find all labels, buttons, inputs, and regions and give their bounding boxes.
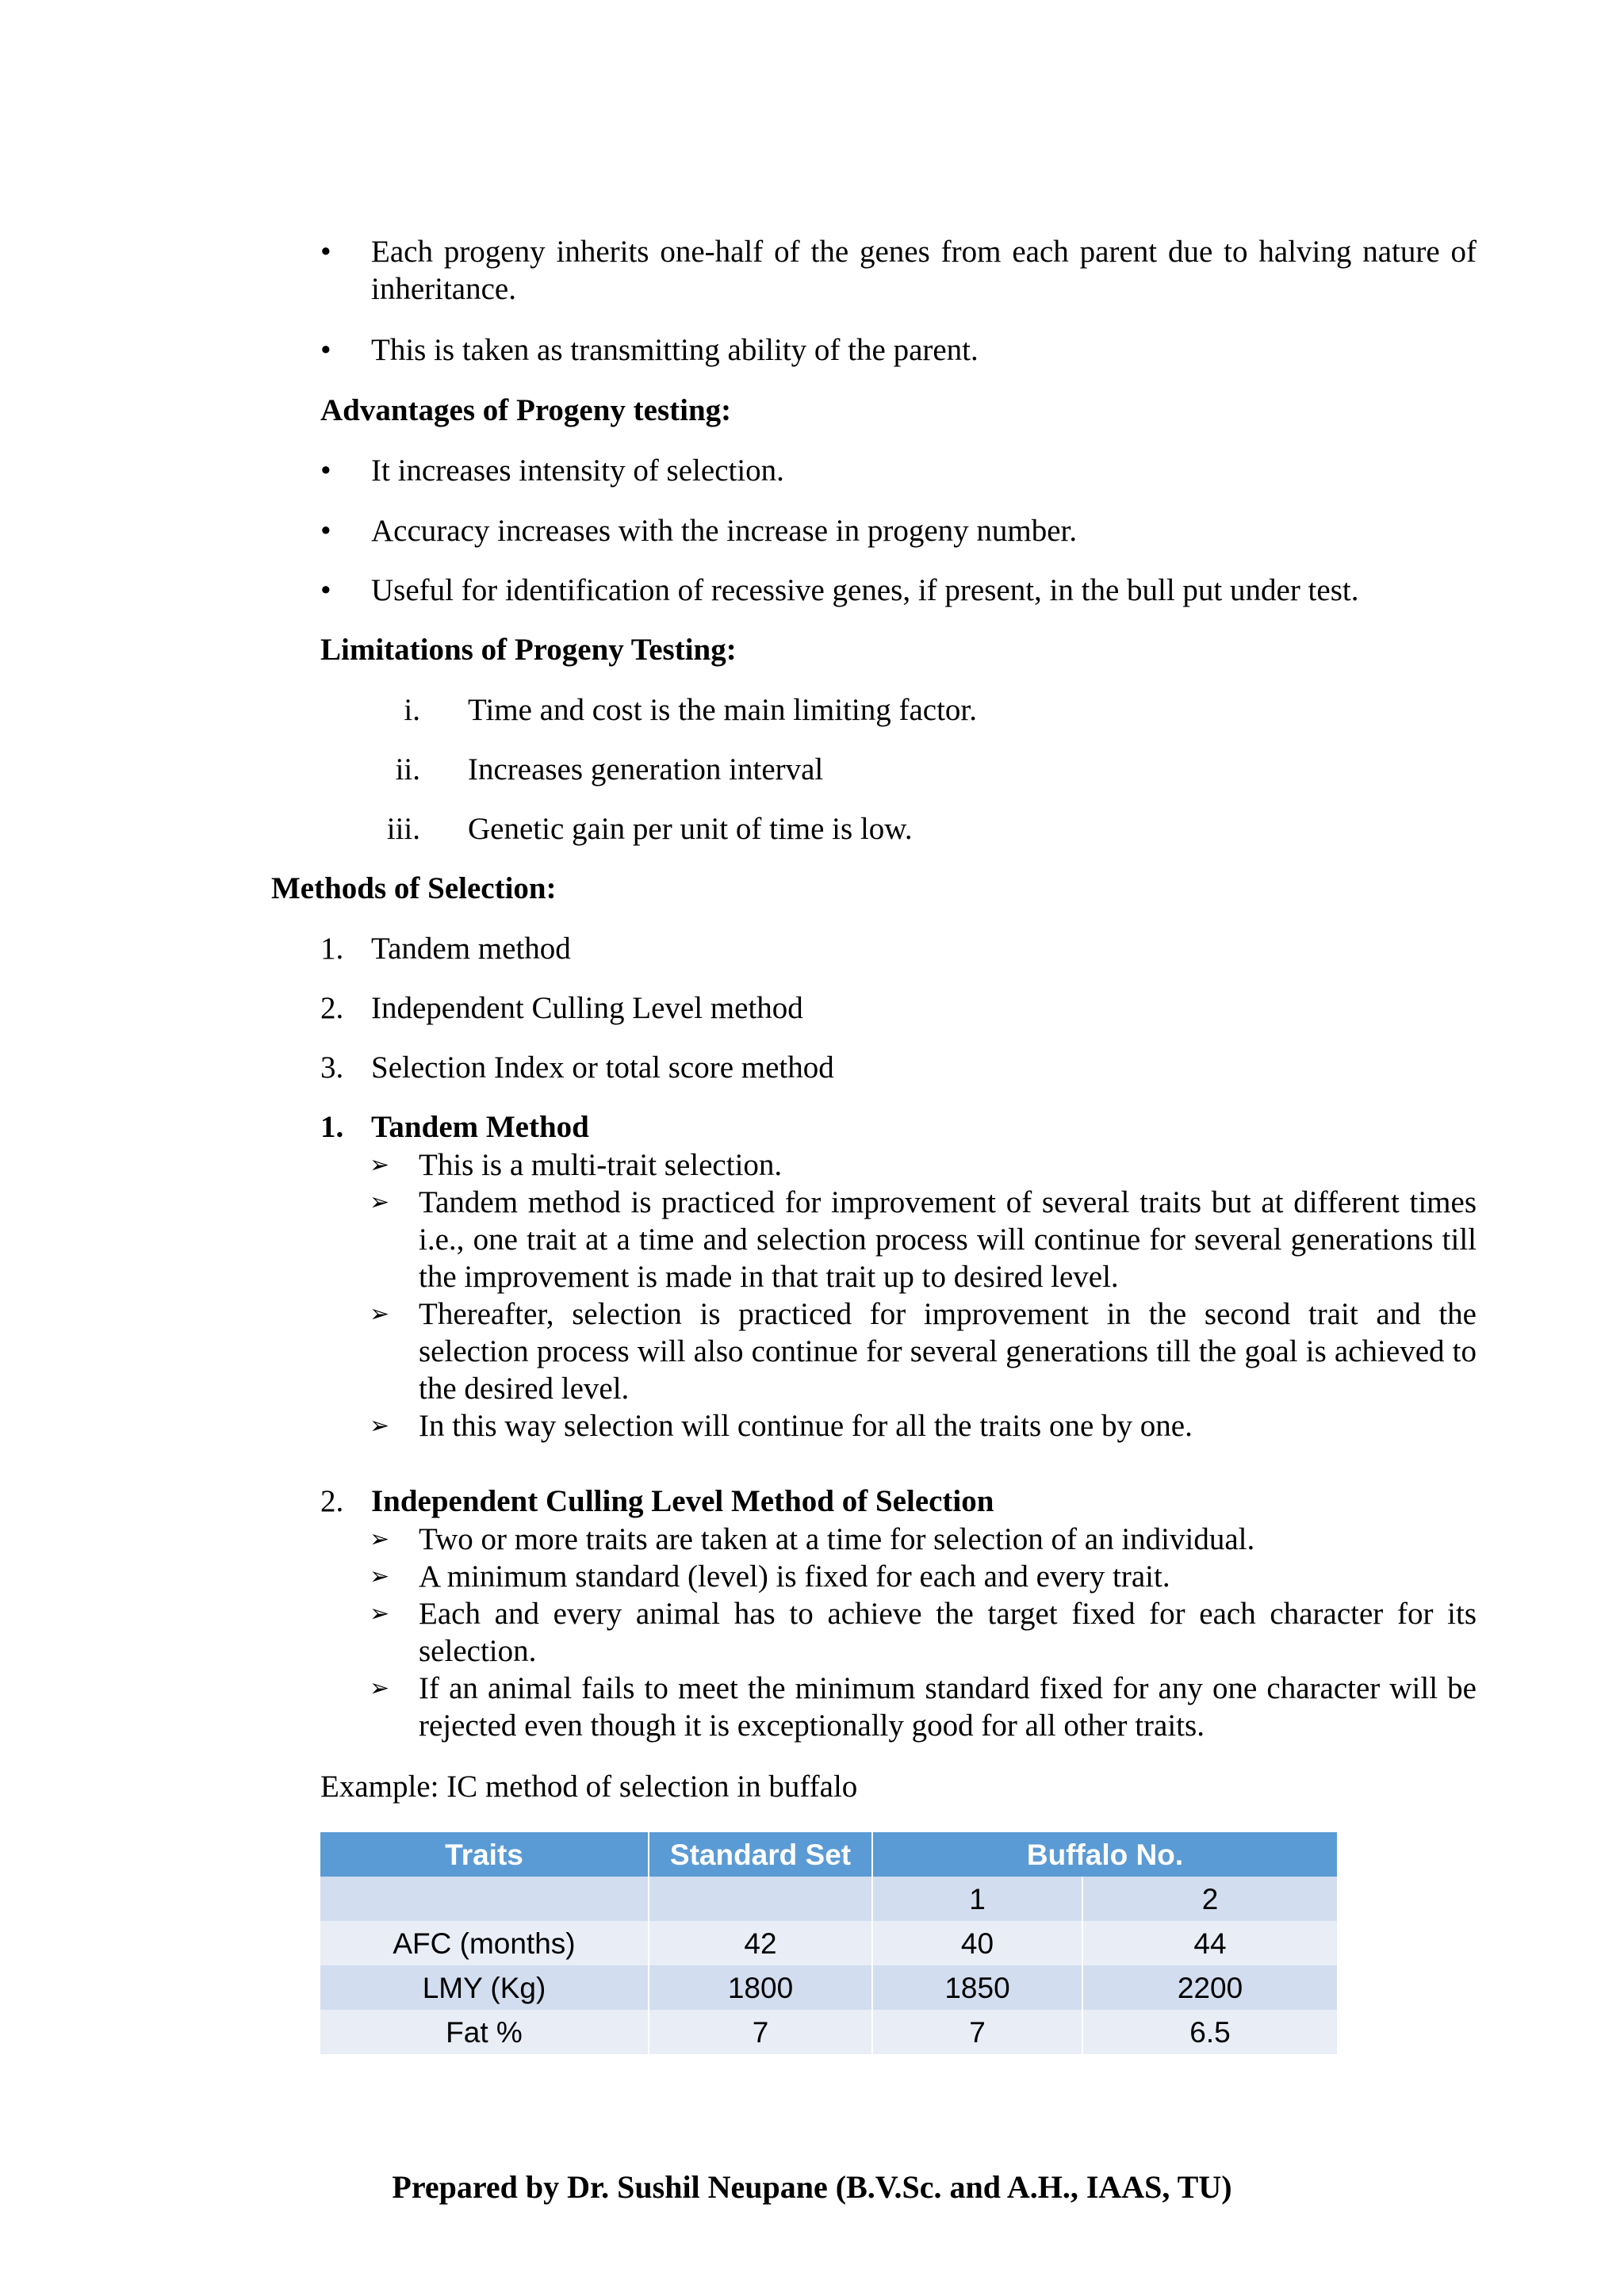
list-item xyxy=(320,572,1477,609)
table-row xyxy=(320,2010,1337,2054)
table-cell: 40 xyxy=(872,1921,1082,1965)
table-cell: LMY (Kg) xyxy=(320,1965,649,2010)
list-item xyxy=(370,1521,1477,1558)
point-text: Tandem method is practiced for improvement of several traits but at different times i.e., one trait at a time and selection process will continue for several generations till the improvement is made in that trait up to desired level. xyxy=(419,1185,1477,1294)
table-row xyxy=(320,1877,1337,1921)
list-item xyxy=(370,1595,1477,1670)
icl-heading xyxy=(320,1483,994,1520)
list-item xyxy=(320,1049,834,1086)
bullet-text: This is taken as transmitting ability of the parent. xyxy=(371,333,979,367)
arrow-bullet-icon: ➢ xyxy=(370,1151,390,1179)
table-cell: 6.5 xyxy=(1082,2010,1337,2054)
list-item xyxy=(320,810,913,848)
list-item-text: Selection Index or total score method xyxy=(371,1050,834,1085)
list-item xyxy=(320,930,571,967)
roman-numeral: i. xyxy=(404,693,420,727)
list-item xyxy=(370,1184,1477,1295)
table-cell: AFC (months) xyxy=(320,1921,649,1965)
list-item xyxy=(320,512,1477,549)
table-cell: 1 xyxy=(872,1877,1082,1921)
example-label: Example: IC method of selection in buffalo xyxy=(320,1770,858,1804)
table-row xyxy=(320,1921,1337,1965)
list-item-text: Tandem method xyxy=(371,932,571,966)
list-item xyxy=(320,452,1477,489)
list-item xyxy=(320,331,1477,369)
point-text: Thereafter, selection is practiced for improvement in the second trait and the selection process will also continue for several generations till the goal is achieved to the desired level. xyxy=(419,1297,1477,1406)
point-text: This is a multi-trait selection. xyxy=(419,1148,783,1182)
advantages-heading: Advantages of Progeny testing: xyxy=(320,393,732,427)
roman-numeral: ii. xyxy=(395,752,420,786)
bullet-marker: • xyxy=(320,514,331,548)
table-cell: 42 xyxy=(649,1921,872,1965)
list-number: 3. xyxy=(320,1050,344,1085)
list-item xyxy=(320,989,803,1027)
header-traits: Traits xyxy=(320,1832,649,1877)
arrow-bullet-icon: ➢ xyxy=(370,1300,390,1328)
list-item xyxy=(320,691,977,729)
bullet-text: Accuracy increases with the increase in progeny number. xyxy=(371,514,1078,548)
point-text: In this way selection will continue for all the traits one by one. xyxy=(419,1409,1193,1443)
list-item xyxy=(370,1146,1477,1184)
arrow-bullet-icon: ➢ xyxy=(370,1188,390,1216)
methods-heading: Methods of Selection: xyxy=(271,871,557,905)
section-number: 1. xyxy=(320,1110,344,1144)
section-title: Independent Culling Level Method of Selection xyxy=(371,1484,994,1518)
table-cell: Fat % xyxy=(320,2010,649,2054)
table-cell: 44 xyxy=(1082,1921,1337,1965)
list-item xyxy=(370,1295,1477,1407)
list-item xyxy=(370,1670,1477,1744)
table-row xyxy=(320,1965,1337,2010)
point-text: Each and every animal has to achieve the target fixed for each character for its selection. xyxy=(419,1597,1477,1668)
bullet-text: It increases intensity of selection. xyxy=(371,453,784,488)
arrow-bullet-icon: ➢ xyxy=(370,1563,390,1590)
list-item-text: Increases generation interval xyxy=(468,752,824,786)
list-item-text: Genetic gain per unit of time is low. xyxy=(468,812,913,846)
section-number: 2. xyxy=(320,1484,344,1518)
bullet-text: Each progeny inherits one-half of the genes from each parent due to halving nature of inheritance. xyxy=(371,235,1477,306)
arrow-bullet-icon: ➢ xyxy=(370,1674,390,1702)
list-number: 2. xyxy=(320,991,344,1025)
list-item-text: Time and cost is the main limiting factor. xyxy=(468,693,977,727)
bullet-marker: • xyxy=(320,453,331,488)
table-cell: 2200 xyxy=(1082,1965,1337,2010)
roman-numeral: iii. xyxy=(386,812,420,846)
header-standard-set: Standard Set xyxy=(649,1832,872,1877)
table-cell: 7 xyxy=(649,2010,872,2054)
tandem-heading xyxy=(320,1108,589,1146)
list-item xyxy=(320,233,1477,308)
ic-method-table xyxy=(320,1832,1337,2054)
bullet-marker: • xyxy=(320,573,331,607)
point-text: If an animal fails to meet the minimum standard fixed for any one character will be rejected even though it is exceptionally good for all other traits. xyxy=(419,1671,1477,1743)
list-number: 1. xyxy=(320,932,344,966)
table-header-row xyxy=(320,1832,1337,1877)
table-cell: 1800 xyxy=(649,1965,872,2010)
table-cell: 2 xyxy=(1082,1877,1337,1921)
list-item-text: Independent Culling Level method xyxy=(371,991,803,1025)
header-buffalo-no: Buffalo No. xyxy=(872,1832,1337,1877)
point-text: A minimum standard (level) is fixed for each and every trait. xyxy=(419,1559,1170,1594)
bullet-marker: • xyxy=(320,333,331,367)
table-cell xyxy=(320,1877,649,1921)
bullet-text: Useful for identification of recessive genes, if present, in the bull put under test. xyxy=(371,573,1359,607)
list-item xyxy=(370,1407,1477,1445)
point-text: Two or more traits are taken at a time for selection of an individual. xyxy=(419,1522,1255,1556)
limitations-heading: Limitations of Progeny Testing: xyxy=(320,633,737,667)
arrow-bullet-icon: ➢ xyxy=(370,1525,390,1553)
table-cell: 1850 xyxy=(872,1965,1082,2010)
bullet-marker: • xyxy=(320,235,331,269)
arrow-bullet-icon: ➢ xyxy=(370,1412,390,1440)
page-footer: Prepared by Dr. Sushil Neupane (B.V.Sc. and A.H., IAAS, TU) xyxy=(392,2169,1232,2205)
table-cell: 7 xyxy=(872,2010,1082,2054)
table-cell xyxy=(649,1877,872,1921)
section-title: Tandem Method xyxy=(371,1110,589,1144)
list-item xyxy=(320,751,823,788)
arrow-bullet-icon: ➢ xyxy=(370,1600,390,1628)
list-item xyxy=(370,1558,1477,1595)
